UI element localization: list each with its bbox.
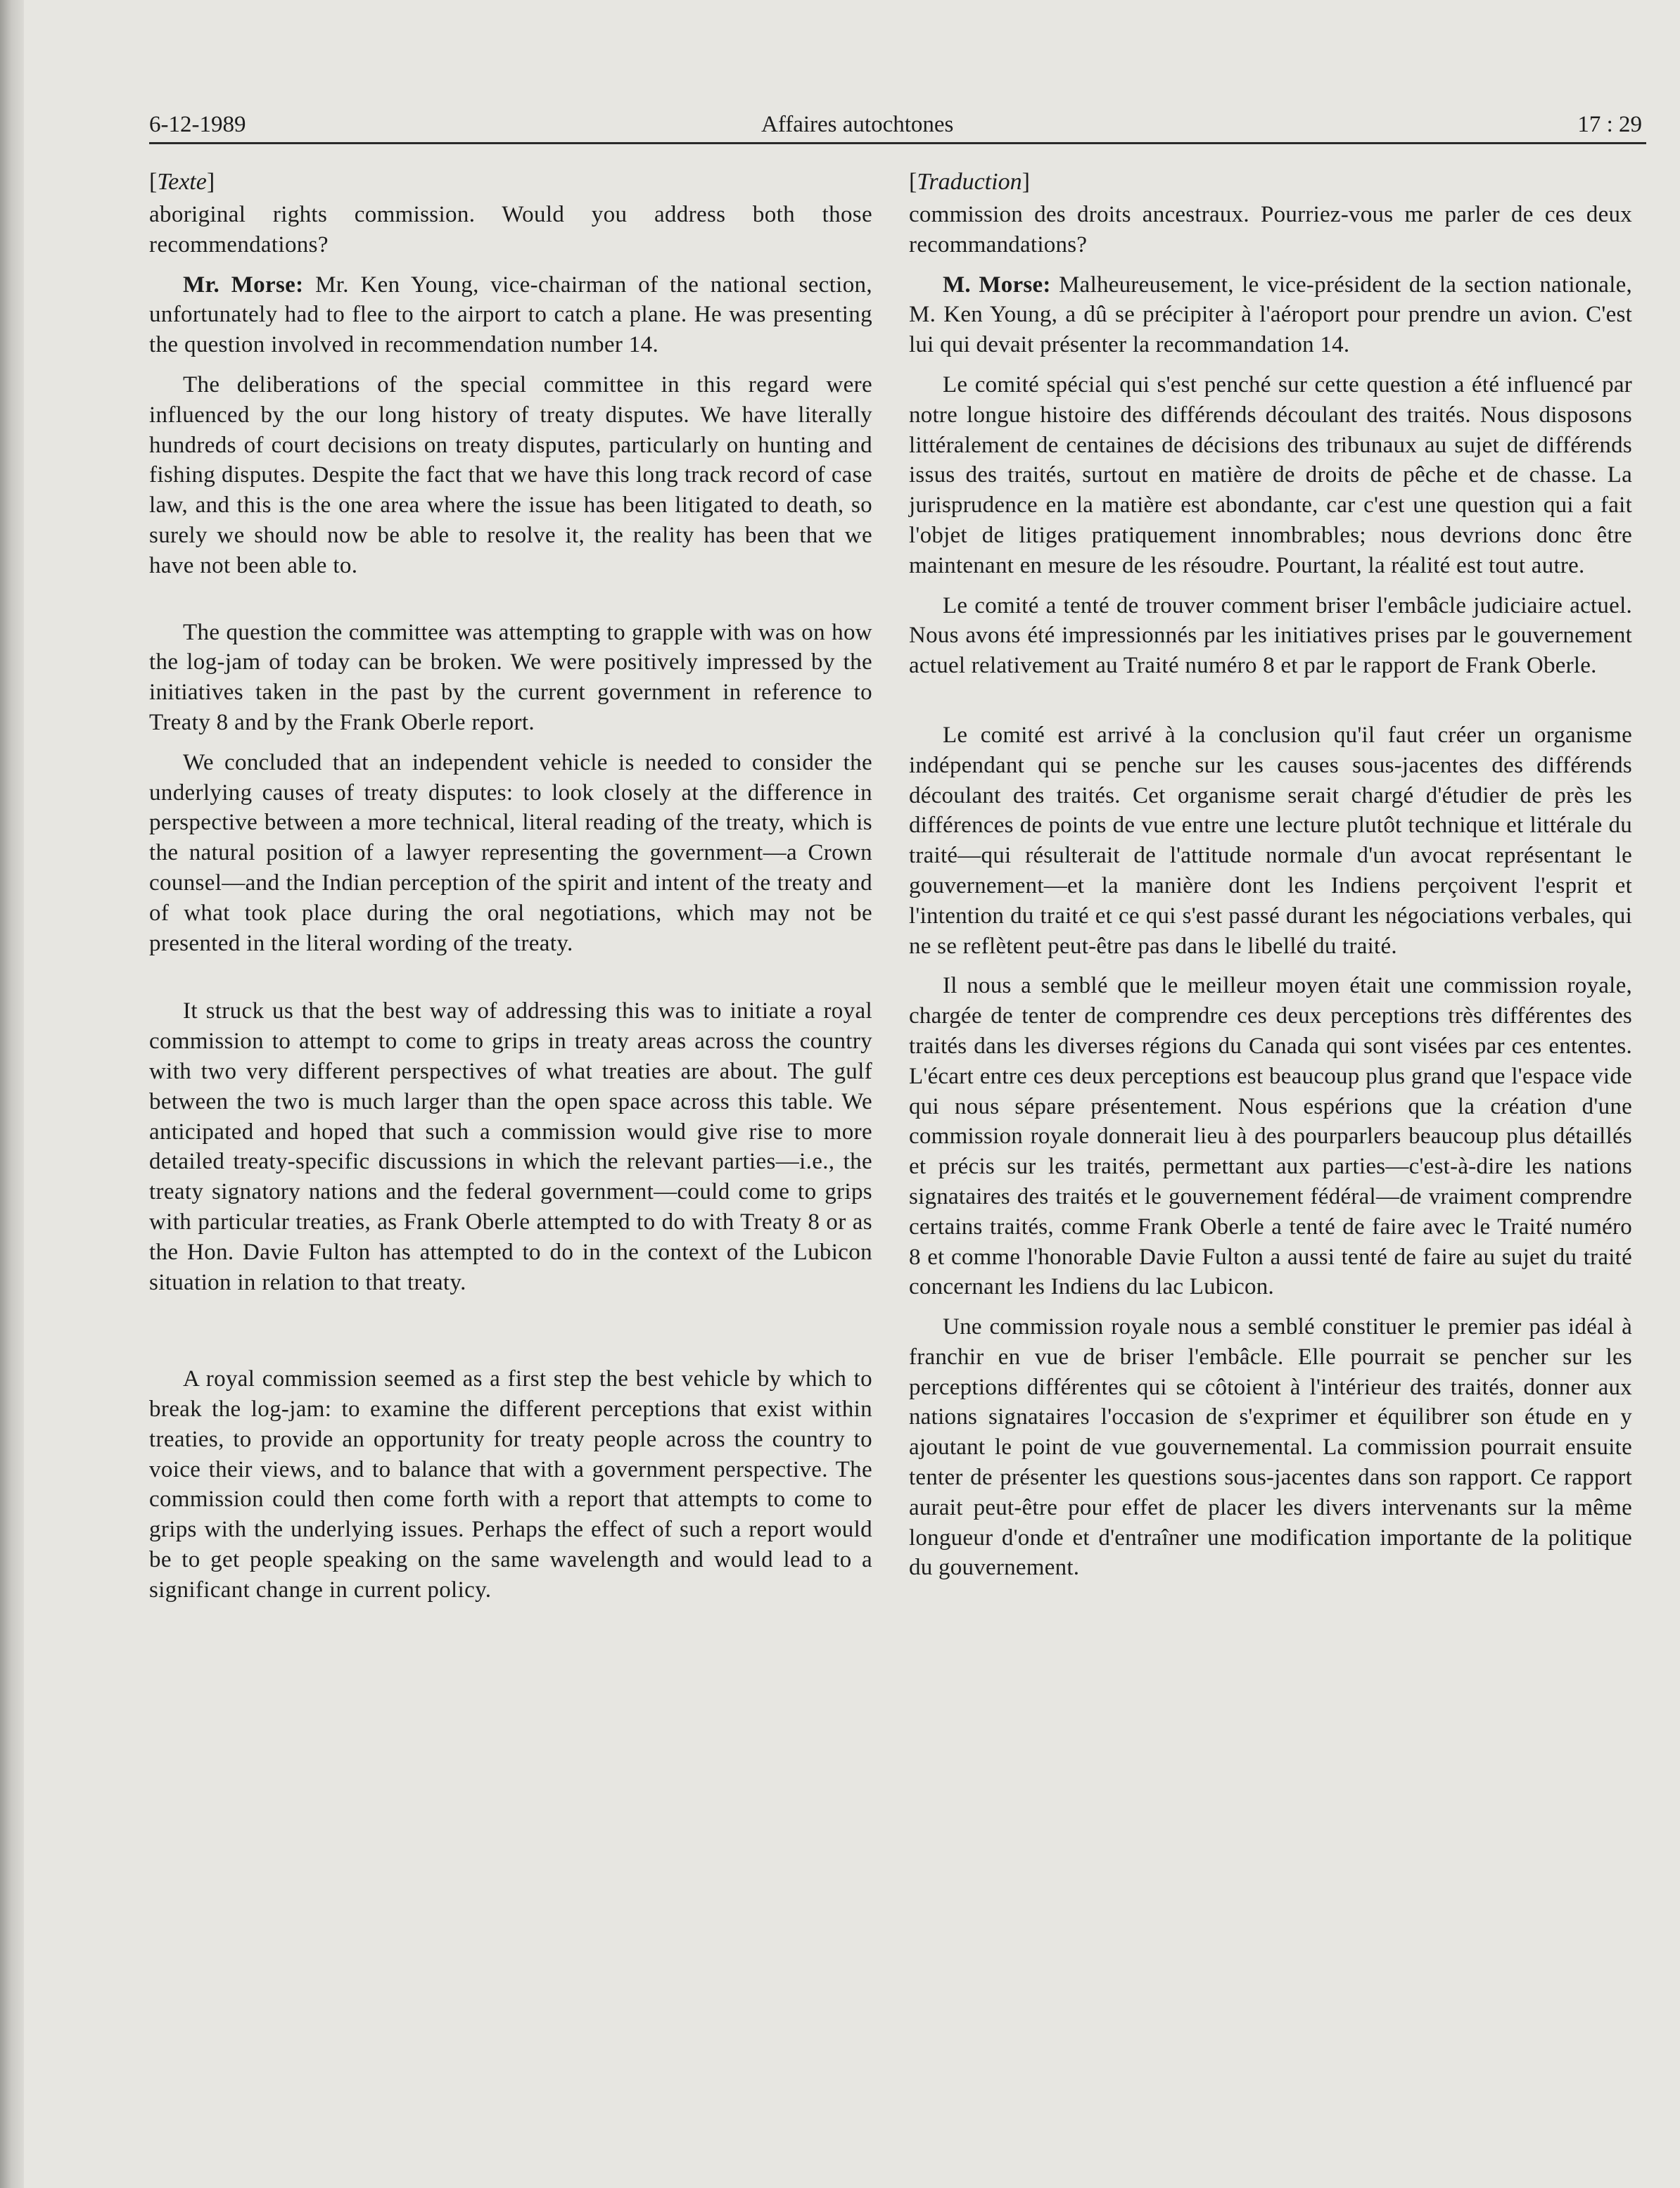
speaker-paragraph: Mr. Morse: Mr. Ken Young, vice-chairman of the national section, unfortunately had to flee to the airport to catch a plane. He was presenting the question involved in recommendation number 14. <box>149 272 873 358</box>
binding-shadow <box>0 0 24 2188</box>
paragraph: Une commission royale nous a semblé constituer le premier pas idéal à franchir en vue de briser l'embâcle. Elle pourrait se pencher sur les perceptions différentes qui se côtoient à l'intérieur des traités, donner aux nations signataires l'occasion de s'exprimer et équilibrer son étude en y ajoutant le point de vue gouvernemental. La commission pourrait ensuite tenter de présenter les questions sous-jacentes dans son rapport. Ce rapport aurait peut-être pour effet de placer les divers intervenants sur la même longueur d'onde et d'entraîner une modification importante de la politique du gouvernement. <box>909 1314 1632 1581</box>
french-column-label: [Traduction] <box>909 169 1030 195</box>
paragraph: It struck us that the best way of addressing this was to initiate a royal commission to attempt to come to grips in treaty areas across the country with two very different perspectives of what treaties are about. The gulf between the two is much larger than the open space across this table. We anticipated and hoped that such a commission would give rise to more detailed treaty-specific discussions in which the relevant parties—i.e., the treaty signatory nations and the federal government—could come to grips with particular treaties, as Frank Oberle attempted to do with Treaty 8 or as the Hon. Davie Fulton has attempted to do in the context of the Lubicon situation in relation to that treaty. <box>149 998 872 1295</box>
paragraph: Le comité a tenté de trouver comment briser l'embâcle judiciaire actuel. Nous avons été impressionnés par les initiatives prises par le gouvernement actuel relativement au Traité numéro 8 et par le rapport de Frank Oberle. <box>909 592 1632 679</box>
paragraph: Le comité spécial qui s'est penché sur cette question a été influencé par notre longue histoire des différends découlant des traités. Nous disposons littéralement de centaines de décisions des tribunaux au sujet de différends issus des traités, surtout en matière de droits de pêche et de chasse. La jurisprudence en la matière est abondante, car c'est une question qui a fait l'objet de litiges pratiquement innombrables; nous devrions donc être maintenant en mesure de les résoudre. Pourtant, la réalité est tout autre. <box>909 371 1632 578</box>
paragraph: We concluded that an independent vehicle is needed to consider the underlying causes of treaty disputes: to look closely at the difference in perspective between a more technical, literal reading of the treaty, which is the natural position of a lawyer representing the government—a Crown counsel—and the Indian perception of the spirit and intent of the treaty and of what took place during the oral negotiations, which may not be presented in the literal wording of the treaty. <box>149 749 872 956</box>
header-date: 6-12-1989 <box>149 112 246 137</box>
paragraph: The question the committee was attempting to grapple with was on how the log-jam of today can be broken. We were positively impressed by the initiatives taken in the past by the current government in reference to Treaty 8 and by the Frank Oberle report. <box>149 619 872 735</box>
speaker-paragraph: M. Morse: Malheureusement, le vice-président de la section nationale, M. Ken Young, a dû se précipiter à l'aéroport pour prendre un avion. C'est lui qui devait présenter la recommandation 14. <box>909 272 1633 358</box>
speaker-name: Mr. Morse: <box>183 272 304 298</box>
running-header <box>149 107 1646 144</box>
header-title: Affaires autochtones <box>761 112 954 137</box>
speaker-name: M. Morse: <box>943 272 1051 298</box>
paragraph: A royal commission seemed as a first step the best vehicle by which to break the log-jam: to examine the different perceptions that exist within treaties, to provide an opportunity for treaty people across the country to voice their views, and to balance that with a government perspective. The commission could then come forth with a report that attempts to come to grips with the underlying issues. Perhaps the effect of such a report would be to get people speaking on the same wavelength and would lead to a significant change in current policy. <box>149 1366 872 1603</box>
english-column <box>149 166 872 1605</box>
paragraph: commission des droits ancestraux. Pourriez-vous me parler de ces deux recommandations? <box>909 202 1632 257</box>
header-page-number: 17 : 29 <box>1577 112 1642 137</box>
paragraph: Il nous a semblé que le meilleur moyen était une commission royale, chargée de tenter de comprendre ces deux perceptions très différentes des traités dans les diverses régions du Canada qui sont visées par ces ententes. L'écart entre ces deux perceptions est beaucoup plus grand que l'espace vide qui nous sépare présentement. Nous espérions que la création d'une commission royale donnerait lieu à des pourparlers beaucoup plus détaillés et précis sur les traités, permettant aux parties—c'est-à-dire les nations signataires des traités et le gouvernement fédéral—de vraiment comprendre certains traités, comme Frank Oberle a tenté de faire avec le Traité numéro 8 et comme l'honorable Davie Fulton a aussi tenté de faire au sujet du traité concernant les Indiens du lac Lubicon. <box>909 973 1632 1300</box>
english-column-label: [Texte] <box>149 169 215 195</box>
paragraph: Le comité est arrivé à la conclusion qu'il faut créer un organisme indépendant qui se penche sur les causes sous-jacentes des différends découlant des traités. Cet organisme serait chargé d'étudier de près les différences de points de vue entre une lecture plutôt technique et littérale du traité—qui résulterait de l'attitude normale d'un avocat représentant le gouvernement—et la manière dont les Indiens perçoivent l'esprit et l'intention du traité et ce qui s'est passé durant les négociations verbales, qui ne se reflètent peut-être pas dans le libellé du traité. <box>909 722 1632 959</box>
paragraph: aboriginal rights commission. Would you address both those recommendations? <box>149 202 872 257</box>
paragraph: The deliberations of the special committee in this regard were influenced by the our long history of treaty disputes. We have literally hundreds of court decisions on treaty disputes, particularly on hunting and fishing disputes. Despite the fact that we have this long track record of case law, and this is the one area where the issue has been litigated to death, so surely we should now be able to resolve it, the reality has been that we have not been able to. <box>149 371 872 578</box>
french-column <box>909 166 1632 1583</box>
